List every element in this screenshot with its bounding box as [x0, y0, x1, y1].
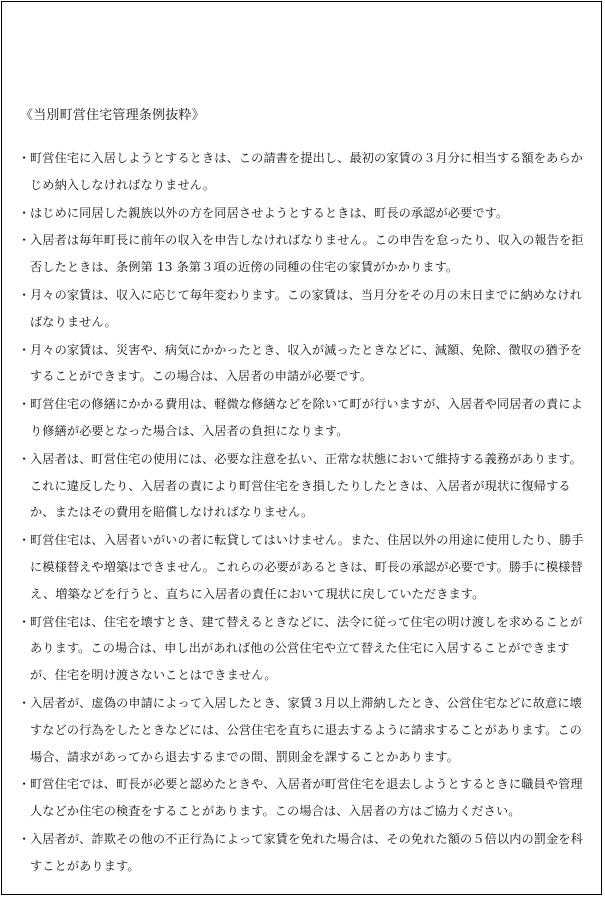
provision-item [18, 609, 586, 689]
provision-text: 町営住宅は、入居者いがいの者に転貸してはいけません。また、住居以外の用途に使用したり、勝手に模様替えや増築はできません。これらの必要があるときは、町長の承認が必要です。勝手に模様替え、増築などを行うと、直ちに入居者の責任において現状に戻していただきます。 [30, 533, 584, 601]
document-heading: 《当別町営住宅管理条例抜粋》 [20, 108, 205, 123]
bullet-mark: ・ [18, 831, 31, 846]
provision-text: 入居者は、町営住宅の使用には、必要な注意を払い、正常な状態において維持する義務があります。これに違反したり、入居者の責により町営住宅をき損したりしたときは、入居者が現状に復帰するか、またはその費用を賠償しなければなりません。 [30, 451, 582, 520]
provision-text: はじめに同居した親族以外の方を同居させようとするときは、町長の承認が必要です。 [30, 205, 509, 220]
provision-text: 町営住宅は、住宅を壊すとき、建て替えるときなどに、法令に従って住宅の明け渡しを求めることがあります。この場合は、申し出があれば他の公営住宅や立て替えた住宅に入居することができますが、住宅を明け渡さないことはできません。 [30, 614, 583, 683]
bullet-mark: ・ [18, 397, 31, 412]
bullet-mark: ・ [18, 614, 31, 629]
bullet-mark: ・ [18, 695, 31, 710]
provision-text: 入居者が、虚偽の申請によって入居したとき、家賃３月以上滞納したとき、公営住宅などに故意に壊すなどの行為をしたときなどには、公営住宅を直ちに退去するように請求することがあります。この場合、請求があってから退去するまでの間、罰則金を課することかあります。 [30, 695, 582, 764]
provision-item [18, 826, 586, 880]
bullet-mark: ・ [18, 342, 31, 357]
provision-item [18, 446, 586, 526]
bullet-mark: ・ [18, 533, 31, 548]
provision-text: 月々の家賃は、災害や、病気にかかったとき、収入が減ったときなどに、減額、免除、徴収の猶予をすることができます。この場合は、入居者の申請が必要です。 [30, 342, 583, 384]
provision-item [18, 200, 586, 227]
provision-text: 町営住宅に入居しようとするときは、この請書を提出し、最初の家賃の３月分に相当する額をあらかじめ納入しなければなりません。 [30, 151, 583, 192]
provision-text: 町営住宅の修繕にかかる費用は、軽微な修繕などを除いて町が行いますが、入居者や同居者の責により修繕が必要となった場合は、入居者の負担になります。 [30, 397, 583, 438]
provision-item [18, 771, 586, 825]
bullet-mark: ・ [18, 205, 31, 220]
provision-text: 入居者が、詐欺その他の不正行為によって家賃を免れた場合は、その免れた額の５倍以内の罰金を科すことがあります。 [30, 831, 583, 873]
provision-item [18, 282, 586, 336]
bullet-mark: ・ [18, 233, 31, 248]
bullet-mark: ・ [18, 287, 31, 302]
bullet-mark: ・ [18, 451, 31, 466]
provision-item [18, 337, 586, 391]
provision-item [18, 145, 586, 199]
provision-text: 入居者は毎年町長に前年の収入を申告しなければなりません。この申告を怠ったり、収入の報告を拒否したときは、条例第 13 条第３項の近傍の同種の住宅の家賃がかかります。 [30, 233, 584, 275]
provision-list [18, 145, 586, 881]
bullet-mark: ・ [18, 151, 31, 165]
provision-item [18, 391, 586, 445]
provision-item [18, 527, 586, 607]
provision-item [18, 227, 586, 281]
bullet-mark: ・ [18, 777, 31, 792]
provision-text: 町営住宅では、町長が必要と認めたときや、入居者が町営住宅を退去しようとするときに職員や管理人などか住宅の検査をすることがあります。この場合は、入居者の方はご協力ください。 [30, 777, 583, 819]
provision-item [18, 690, 586, 770]
provision-text: 月々の家賃は、収入に応じて毎年変わります。この家賃は、当月分をその月の末日までに納めなければなりません。 [30, 287, 582, 329]
